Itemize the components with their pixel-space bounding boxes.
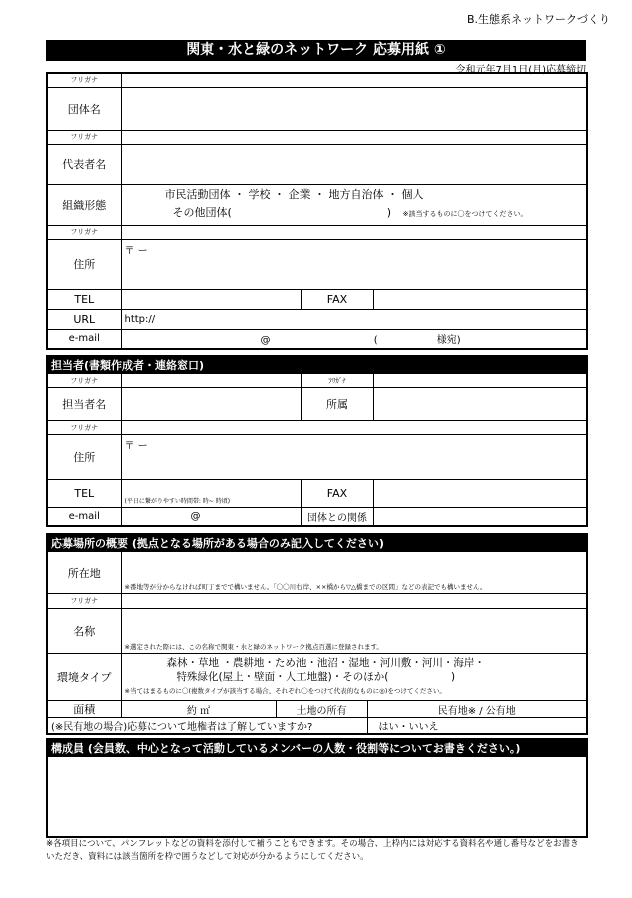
org-type-label: 組織形態 xyxy=(47,184,121,225)
consent-field[interactable] xyxy=(367,718,587,735)
ownership-options: 民有地※ / 公有地 xyxy=(437,705,516,717)
tel-input[interactable] xyxy=(121,289,301,309)
postal-mark: 〒 ー xyxy=(124,441,148,452)
sama-open: ( xyxy=(373,335,378,347)
site-furigana-input[interactable] xyxy=(121,594,587,609)
site-name-input[interactable] xyxy=(121,609,587,654)
affiliation-input[interactable] xyxy=(373,388,587,421)
contact-tel-input[interactable] xyxy=(121,480,301,508)
area-label: 面積 xyxy=(47,701,121,718)
contact-section-title: 担当者(書類作成者・連絡窓口) xyxy=(47,356,587,374)
affiliation-label: 所属 xyxy=(301,388,373,421)
organization-table xyxy=(46,72,588,350)
deadline-text: 令和元年7月1日(月)応募締切 xyxy=(455,65,586,76)
rep-name-label: 代表者名 xyxy=(47,144,121,184)
address-furigana-input[interactable] xyxy=(121,225,587,239)
org-furigana-input[interactable] xyxy=(121,73,587,87)
org-type-other-close: ) xyxy=(386,206,392,219)
person-name-input[interactable] xyxy=(121,388,301,421)
contact-email-label: e-mail xyxy=(47,508,121,526)
org-type-field[interactable] xyxy=(121,184,587,225)
furigana-label: フリガナ xyxy=(47,374,121,388)
org-type-options: 市民活動団体 ・ 学校 ・ 企業 ・ 地方自治体 ・ 個人 xyxy=(164,188,424,201)
location-input[interactable] xyxy=(121,552,587,594)
site-section-title: 応募場所の概要 (拠点となる場所がある場合のみ記入してください) xyxy=(47,534,587,552)
env-line-2-close: ) xyxy=(450,671,456,683)
affiliation-furigana-input[interactable] xyxy=(373,374,587,388)
postal-mark: 〒 ー xyxy=(124,245,148,257)
relation-input[interactable] xyxy=(373,508,587,526)
members-section-title: 構成員 (会員数、中心となって活動しているメンバーの人数・役割等についてお書きください。) xyxy=(47,739,587,757)
email-label: e-mail xyxy=(47,329,121,349)
location-note: ※番地等が分からなければ町丁までで構いません。「〇〇川右岸、××橋から▽△橋までの区間」などの表記でも構いません。 xyxy=(124,583,487,591)
url-label: URL xyxy=(47,309,121,329)
contact-email-input[interactable] xyxy=(121,508,301,526)
contact-address-furigana-input[interactable] xyxy=(121,421,587,435)
contact-fax-label: FAX xyxy=(301,480,373,508)
tel-label: TEL xyxy=(47,289,121,309)
members-input[interactable] xyxy=(47,757,587,837)
category-tag: B.生態系ネットワークづくり xyxy=(466,13,610,26)
site-table xyxy=(46,533,588,735)
area-value: 約 ㎡ xyxy=(186,705,211,717)
env-line-2: 特殊緑化(屋上・壁面・人工地盤)・そのほか( xyxy=(176,671,389,683)
env-note: ※当てはまるものに〇(複数タイプが該当する場合、それぞれ〇をつけて代表的なものに◎)をつけてください。 xyxy=(124,687,446,695)
org-type-note: ※該当するものに〇をつけてください。 xyxy=(402,210,528,218)
contact-tel-label: TEL xyxy=(47,480,121,508)
address-label: 住所 xyxy=(47,239,121,289)
fax-input[interactable] xyxy=(373,289,587,309)
contact-address-input[interactable] xyxy=(121,435,587,480)
rep-name-input[interactable] xyxy=(121,144,587,184)
members-table xyxy=(46,738,588,838)
furigana-label-2: ﾌﾘｶﾞﾅ xyxy=(301,374,373,388)
rep-furigana-input[interactable] xyxy=(121,130,587,144)
furigana-label: フリガナ xyxy=(47,421,121,435)
env-line-1: 森林・草地 ・農耕地・ため池・池沼・湿地・河川敷・河川・海岸・ xyxy=(166,657,485,669)
ownership-label: 土地の所有 xyxy=(276,701,367,718)
contact-address-label: 住所 xyxy=(47,435,121,480)
env-type-label: 環境タイプ xyxy=(47,654,121,701)
org-type-other: その他団体( xyxy=(172,206,232,219)
furigana-label: フリガナ xyxy=(47,73,121,87)
footer-note: ※各項目について、パンフレットなどの資料を添付して補うこともできます。その場合、上枠内には対応する資料名や通し番号などをお書きいただき、資料には該当箇所を枠で囲うなどして対応が分かるようにしてください。 xyxy=(46,839,579,862)
person-name-label: 担当者名 xyxy=(47,388,121,421)
form-title: 関東・水と緑のネットワーク 応募用紙 ① xyxy=(46,40,586,61)
address-input[interactable] xyxy=(121,239,587,289)
ownership-field[interactable] xyxy=(367,701,587,718)
site-name-label: 名称 xyxy=(47,609,121,654)
person-furigana-input[interactable] xyxy=(121,374,301,388)
furigana-label: フリガナ xyxy=(47,225,121,239)
url-prefix: http:// xyxy=(124,313,156,325)
fax-label: FAX xyxy=(301,289,373,309)
at-mark: @ xyxy=(190,510,201,522)
location-label: 所在地 xyxy=(47,552,121,594)
contact-table xyxy=(46,355,588,527)
furigana-label: フリガナ xyxy=(47,130,121,144)
email-input[interactable] xyxy=(121,329,587,349)
consent-options: はい・いいえ xyxy=(378,722,439,733)
env-type-field[interactable] xyxy=(121,654,587,701)
contact-fax-input[interactable] xyxy=(373,480,587,508)
consent-question: (※民有地の場合)応募について地権者は了解していますか? xyxy=(47,718,367,735)
at-mark: @ xyxy=(260,335,271,347)
url-input[interactable] xyxy=(121,309,587,329)
relation-label: 団体との関係 xyxy=(301,508,373,526)
sama-label: 様宛) xyxy=(436,335,461,347)
org-name-input[interactable] xyxy=(121,87,587,130)
org-name-label: 団体名 xyxy=(47,87,121,130)
furigana-label: フリガナ xyxy=(47,594,121,609)
tel-hint: (平日に繋がりやすい時間帯: 時~ 時頃) xyxy=(124,498,231,505)
area-input[interactable] xyxy=(121,701,276,718)
site-name-note: ※選定された際には、この名称で関東・水と緑のネットワーク拠点百選に登録されます。 xyxy=(124,643,383,651)
